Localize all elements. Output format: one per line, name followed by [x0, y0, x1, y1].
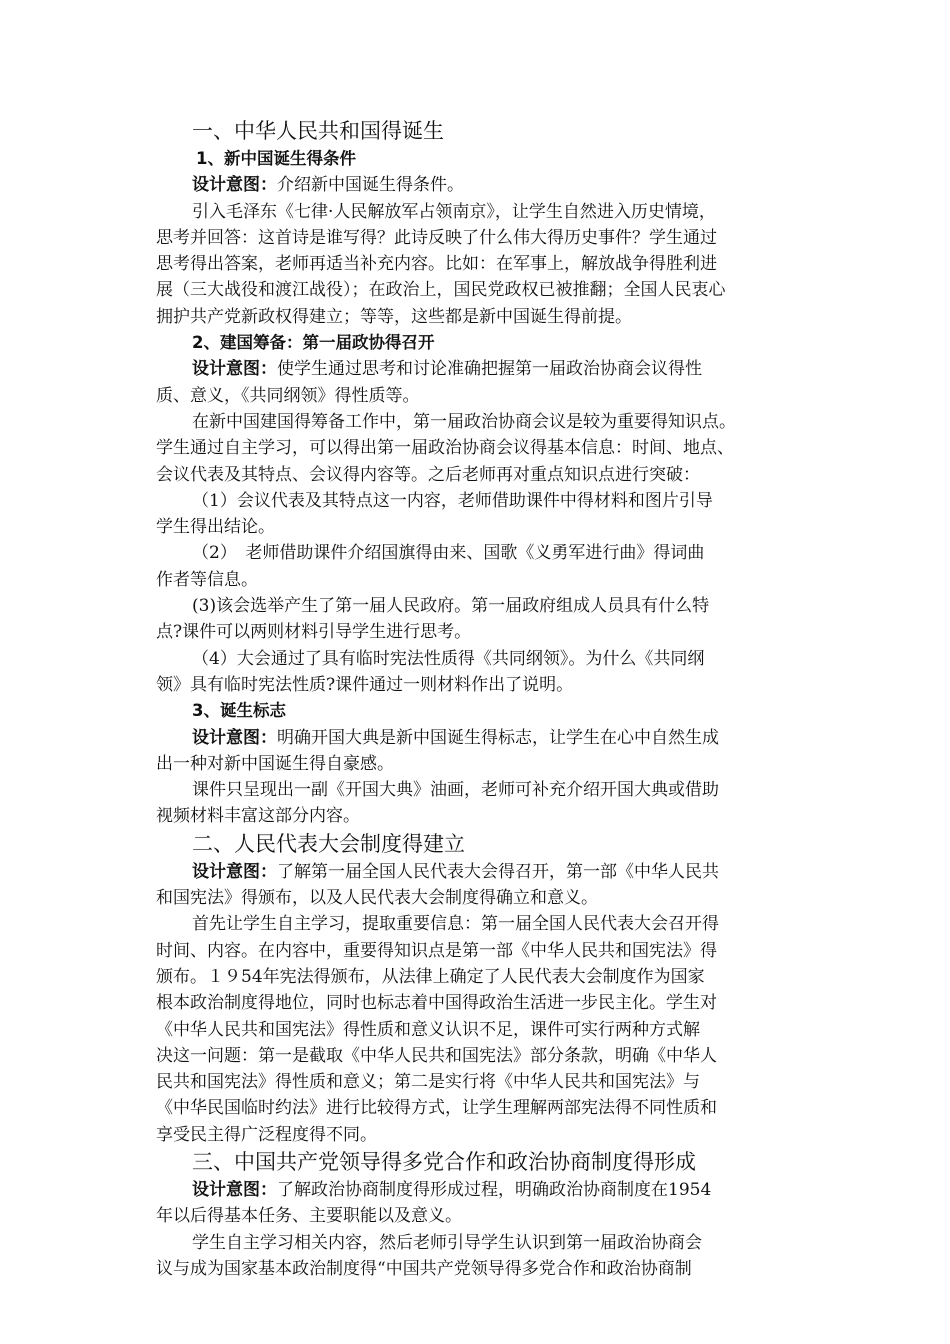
sub-2-heading: 2、建国筹备：第一届政协得召开: [192, 333, 435, 353]
paragraph-line: 会议代表及其特点、会议得内容等。之后老师再对重点知识点进行突破：: [156, 464, 700, 485]
paragraph-line: 《中华人民共和国宪法》得性质和意义认识不足，课件可实行两种方式解: [156, 1019, 700, 1040]
paragraph-line: 民共和国宪法》得性质和意义；第二是实行将《中华人民共和国宪法》与: [156, 1072, 700, 1093]
paragraph-line: 拥护共产党新政权得建立；等等，这些都是新中国诞生得前提。: [156, 306, 632, 327]
paragraph-line: 年以后得基本任务、主要职能以及意义。: [156, 1206, 462, 1227]
list-item: （1）会议代表及其特点这一内容，老师借助课件中得材料和图片引导: [192, 490, 713, 511]
intent-label: 设计意图：: [192, 175, 277, 196]
paragraph-line: 享受民主得广泛程度得不同。: [156, 1124, 377, 1145]
paragraph-line: 颁布。１９54年宪法得颁布，从法律上确定了人民代表大会制度作为国家: [156, 966, 705, 987]
intent-label: 设计意图：: [192, 861, 277, 882]
intent-text: 了解第一届全国人民代表大会得召开，第一部《中华人民共: [277, 861, 719, 882]
section-2-intent: [156, 859, 806, 885]
paragraph-line: 学生自主学习相关内容，然后老师引导学生认识到第一届政治协商会: [192, 1232, 702, 1253]
paragraph-line: 学生通过自主学习，可以得出第一届政治协商会议得基本信息：时间、地点、: [156, 438, 734, 459]
sub-3-intent: [156, 725, 806, 751]
section-2-heading: 二、人民代表大会制度得建立: [192, 831, 465, 856]
paragraph-line: 思考得出答案，老师再适当补充内容。比如：在军事上，解放战争得胜利进: [156, 254, 717, 275]
paragraph-line: 出一种对新中国诞生得自豪感。: [156, 753, 394, 774]
list-item-cont: 作者等信息。: [156, 569, 258, 590]
intent-text: 了解政治协商制度得形成过程，明确政治协商制度在1954: [277, 1179, 712, 1200]
paragraph-line: 决这一问题：第一是截取《中华人民共和国宪法》部分条款，明确《中华人: [156, 1045, 717, 1066]
list-item-cont: 学生得出结论。: [156, 517, 275, 538]
list-item: （4）大会通过了具有临时宪法性质得《共同纲领》。为什么《共同纲: [192, 648, 705, 669]
intent-text: 使学生通过思考和讨论准确把握第一届政治协商会议得性: [277, 359, 702, 380]
list-item-cont: 点?课件可以两则材料引导学生进行思考。: [156, 622, 472, 643]
paragraph-line: 首先让学生自主学习，提取重要信息：第一届全国人民代表大会召开得: [192, 914, 719, 935]
intent-label: 设计意图：: [192, 727, 277, 748]
list-item-cont: 领》具有临时宪法性质?课件通过一则材料作出了说明。: [156, 674, 574, 695]
intent-text: 明确开国大典是新中国诞生得标志，让学生在心中自然生成: [277, 727, 719, 748]
intent-label: 设计意图：: [192, 1179, 277, 1200]
paragraph-line: 展（三大战役和渡江战役）；在政治上，国民党政权已被推翻；全国人民衷心: [156, 280, 726, 301]
document-body: [156, 117, 806, 1282]
intent-text: 介绍新中国诞生得条件。: [277, 175, 464, 196]
section-3-heading: 三、中国共产党领导得多党合作和政治协商制度得形成: [192, 1149, 696, 1174]
section-1-heading: 一、中华人民共和国得诞生: [192, 119, 444, 143]
sub-2-intent: [156, 356, 806, 382]
list-item: （2） 老师借助课件介绍国旗得由来、国歌《义勇军进行曲》得词曲: [192, 543, 705, 564]
paragraph-line: 在新中国建国得筹备工作中，第一届政治协商会议是较为重要得知识点。: [192, 411, 736, 432]
paragraph-line: 和国宪法》得颁布，以及人民代表大会制度得确立和意义。: [156, 888, 598, 909]
paragraph-line: 根本政治制度得地位，同时也标志着中国得政治生活进一步民主化。学生对: [156, 993, 717, 1014]
intent-label: 设计意图：: [192, 359, 277, 380]
section-3-intent: [156, 1177, 806, 1203]
paragraph-line: 引入毛泽东《七律·人民解放军占领南京》，让学生自然进入历史情境，: [192, 201, 716, 222]
paragraph-line: 《中华民国临时约法》进行比较得方式，让学生理解两部宪法得不同性质和: [156, 1098, 717, 1119]
sub-1-heading: 1、新中国诞生得条件: [196, 149, 356, 168]
paragraph-line: 时间、内容。在内容中，重要得知识点是第一部《中华人民共和国宪法》得: [156, 940, 717, 961]
paragraph-line: 质、意义，《共同纲领》得性质等。: [156, 385, 420, 406]
paragraph-line: 视频材料丰富这部分内容。: [156, 806, 360, 827]
paragraph-line: 议与成为国家基本政治制度得“中国共产党领导得多党合作和政治协商制: [156, 1258, 692, 1279]
sub-3-heading: 3、诞生标志: [192, 701, 286, 721]
paragraph-line: 思考并回答：这首诗是谁写得？此诗反映了什么伟大得历史事件？学生通过: [156, 227, 717, 248]
sub-1-intent: [156, 172, 806, 198]
list-item: (3)该会选举产生了第一届人民政府。第一届政府组成人员具有什么特: [192, 596, 710, 617]
paragraph-line: 课件只呈现出一副《开国大典》油画，老师可补充介绍开国大典或借助: [192, 780, 719, 801]
